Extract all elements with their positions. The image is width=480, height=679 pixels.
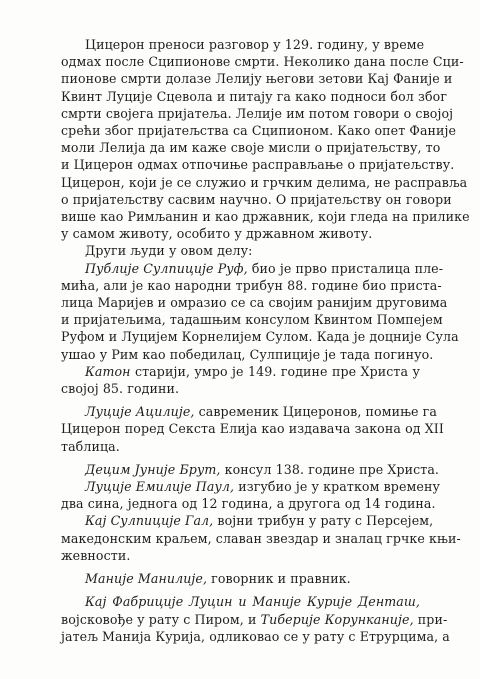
text-run: говорник и правник.: [207, 571, 351, 587]
text-line: [61, 174, 468, 191]
text-line: [61, 512, 434, 529]
text-run: старији, умро је 149. године пре Христа у: [130, 363, 420, 379]
text-line: [61, 438, 420, 455]
text-line: [61, 593, 420, 610]
text-line: [61, 478, 440, 495]
italic-name: Маније Манилије,: [85, 571, 208, 587]
text-run: више као Римљанин и као државник, који гледа на прилике: [61, 209, 470, 225]
text-run: пионове смрти долазе Лелију његови зетови Кај Фаније и: [61, 71, 453, 87]
text-line: [61, 53, 464, 70]
text-run: Руфом и Луцијем Корнелијем Сулом. Када је доцније Сула: [61, 329, 459, 345]
text-run: два сина, једнога од 12 година, а другога од 14 година.: [61, 496, 436, 512]
text-run: Квинт Луције Сцевола и питају га како подноси бол због: [61, 88, 448, 104]
text-line: [61, 105, 454, 122]
text-line: [61, 260, 444, 277]
text-line: [61, 380, 420, 397]
text-line: [61, 156, 455, 173]
text-run: о пријатељству сасвим научно. О пријатељству он говори: [61, 191, 452, 207]
text-run: таблица.: [61, 438, 120, 454]
italic-name: Кај Сулпиције Гал,: [85, 513, 214, 529]
text-run: био је прво присталица пле-: [247, 260, 444, 276]
text-line: [61, 191, 452, 208]
italic-name: Кај Фабриције Луцин и Маније Курије Денташ,: [85, 594, 420, 610]
text-run: мића, али је као народни трибун 88. године био приста-: [61, 277, 442, 293]
text-line: [61, 328, 459, 345]
text-run: жевности.: [61, 547, 131, 563]
text-line: [61, 403, 437, 420]
text-line: [61, 225, 420, 242]
text-line: [61, 628, 450, 645]
text-line: [61, 461, 440, 478]
text-run: Цицерон поред Секста Елија као издавача закона од XII: [61, 421, 444, 437]
text-line: [61, 122, 457, 139]
text-run: и пријатељима, тадашњим консулом Квинтом Помпејем: [61, 312, 443, 328]
text-line: [61, 294, 448, 311]
text-line: [61, 277, 442, 294]
text-run: и Цицерон одмах отпочиње расправљање о пријатељству.: [61, 157, 455, 173]
italic-name: Публије Сулпиције Руф,: [85, 260, 248, 276]
text-line: [61, 363, 420, 380]
text-run: Цицерон, који је се служио и грчким делима, не расправља: [61, 174, 468, 190]
italic-name: Луције Емилије Паул,: [85, 479, 235, 495]
text-run: срећи због пријатељства са Сципионом. Како опет Фаније: [61, 123, 457, 139]
text-line: [61, 495, 436, 512]
text-run: македонским краљем, славан звездар и зналац грчке књи-: [61, 530, 461, 546]
text-line: [61, 530, 461, 547]
text-run: војсковође у рату с Пиром, и: [61, 611, 261, 627]
text-line: [61, 611, 448, 628]
text-run: одмах после Сципионове смрти. Неколико дана после Сци-: [61, 54, 464, 70]
text-line: [61, 139, 441, 156]
italic-name: Катон: [85, 363, 131, 379]
text-run: моли Лелија да им каже своје мисли о пријатељству, то: [61, 140, 441, 156]
text-line: [61, 547, 420, 564]
text-line: [61, 311, 443, 328]
text-run: својој 85. години.: [61, 381, 180, 397]
text-run: Цицерон преноси разговор у 129. годину, у време: [85, 37, 425, 52]
text-line: [61, 570, 420, 587]
text-run: савременик Цицеронов, помиње га: [194, 404, 437, 420]
text-run: Други људи у овом делу:: [85, 243, 253, 259]
text-line: [61, 36, 425, 53]
text-run: лица Маријев и омразио се са својим ранијим друговима: [61, 295, 448, 311]
text-line: [61, 242, 420, 259]
text-line: [61, 70, 453, 87]
text-run: при-: [413, 611, 448, 627]
text-run: консул 138. године пре Христа.: [220, 461, 440, 477]
text-line: [61, 208, 470, 225]
text-line: [61, 420, 444, 437]
italic-name: Тиберије Корунканије,: [260, 611, 414, 627]
italic-name: Децим Јуније Брут,: [85, 461, 221, 477]
text-run: у самом животу, особито у државном животу.: [61, 226, 373, 242]
text-run: ушао у Рим као победилац, Сулпиције је тада погинуо.: [61, 346, 434, 362]
italic-name: Луције Ацилије,: [85, 404, 195, 420]
text-run: смрти својега пријатеља. Лелије им потом говори о својој: [61, 105, 454, 121]
text-line: [61, 88, 448, 105]
text-run: војни трибун у рату с Персејем,: [213, 513, 434, 529]
text-run: јатељ Манија Курија, одликовао се у рату с Етрурцима, а: [61, 628, 450, 644]
text-run: изгубио је у кратком времену: [234, 479, 440, 495]
text-line: [61, 346, 434, 363]
